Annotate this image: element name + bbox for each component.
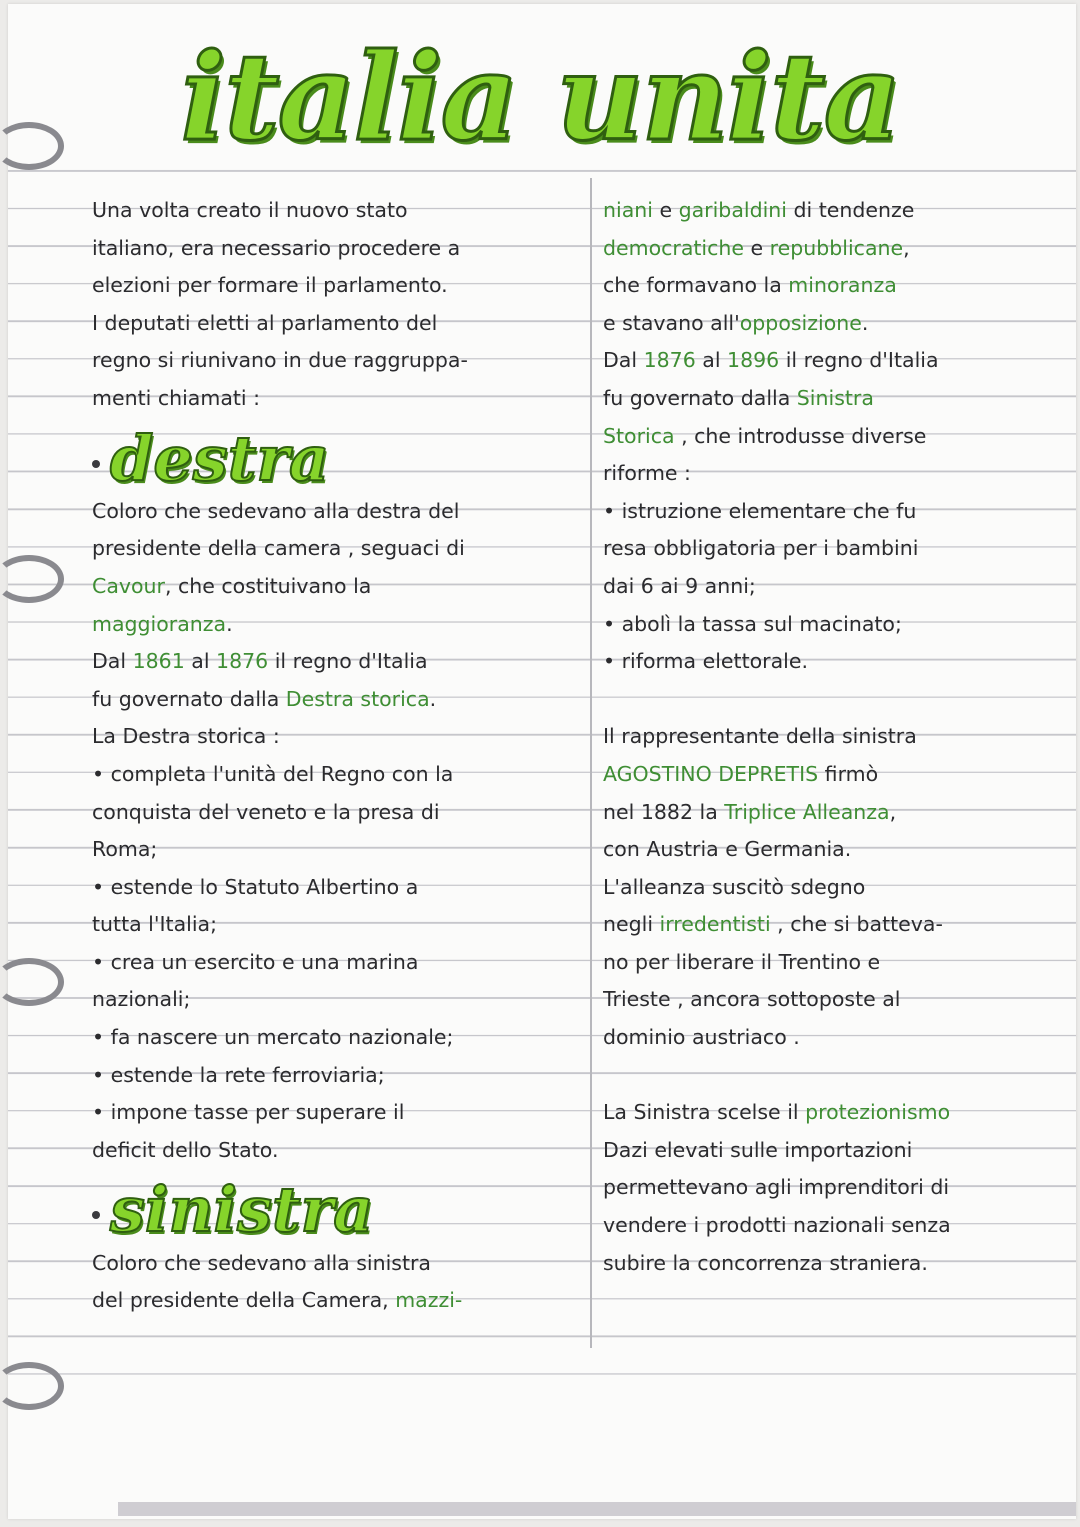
text-segment: Una volta creato il nuovo stato — [92, 198, 408, 222]
text-segment: • impone tasse per superare il — [92, 1100, 405, 1125]
text-segment: , — [889, 799, 897, 824]
bullet-icon — [92, 1211, 100, 1219]
highlighted-term: Storica — [603, 423, 675, 448]
text-segment: , — [903, 235, 910, 260]
text-segment: firmò — [818, 761, 879, 786]
text-line — [92, 944, 587, 982]
section-heading — [92, 418, 587, 493]
highlighted-term: 1876 — [643, 348, 696, 373]
text-line — [603, 756, 1065, 794]
page-title: italia unita — [180, 27, 900, 168]
text-line — [603, 831, 1065, 869]
text-segment: negli — [603, 912, 660, 937]
text-line — [603, 606, 1065, 644]
text-line — [92, 1094, 587, 1132]
text-line — [603, 342, 1065, 380]
text-line — [603, 1245, 1065, 1283]
text-segment: Il rappresentante della sinistra — [603, 724, 917, 749]
text-segment: L'alleanza suscitò sdegno — [603, 874, 866, 899]
text-segment: La Destra storica : — [92, 724, 280, 749]
text-segment: • istruzione elementare che fu — [603, 498, 917, 523]
text-segment: I deputati eletti al parlamento del — [92, 310, 438, 335]
text-segment: , che introdusse diverse — [674, 423, 927, 448]
text-segment: riforme : — [603, 461, 691, 486]
text-segment: Dal — [92, 649, 133, 674]
text-segment: che formavano la — [603, 273, 789, 298]
section-heading-text: sinistra — [110, 1173, 374, 1247]
text-line — [92, 230, 587, 268]
highlighted-term: 1876 — [216, 649, 269, 674]
text-segment: no per liberare il Trentino e — [603, 949, 881, 974]
text-segment: • crea un esercito e una marina — [92, 949, 419, 974]
text-segment: conquista del veneto e la presa di — [92, 799, 440, 824]
text-line — [92, 756, 587, 794]
text-segment: con Austria e Germania. — [603, 837, 852, 862]
text-line — [92, 681, 587, 719]
text-segment: . — [429, 686, 437, 711]
text-line — [92, 568, 587, 606]
text-line — [92, 831, 587, 869]
highlighted-term: Cavour — [92, 573, 165, 598]
text-segment: , che si batteva- — [770, 912, 943, 937]
highlighted-term: mazzi- — [395, 1288, 463, 1313]
text-segment: e — [652, 198, 679, 222]
text-segment: • estende la rete ferroviaria; — [92, 1062, 385, 1087]
highlighted-term: 1861 — [132, 649, 185, 674]
text-segment: il regno d'Italia — [779, 348, 939, 373]
text-line — [603, 1057, 1065, 1095]
text-line — [92, 530, 587, 568]
text-line — [603, 455, 1065, 493]
text-segment: • completa l'unità del Regno con la — [92, 761, 454, 786]
text-line — [92, 718, 587, 756]
text-line — [603, 192, 1065, 230]
text-line — [92, 1019, 587, 1057]
text-segment: Roma; — [92, 837, 158, 862]
text-line — [603, 794, 1065, 832]
text-segment: deficit dello Stato. — [92, 1137, 279, 1162]
section-heading-text: destra — [110, 421, 330, 495]
text-segment: resa obbligatoria per i bambini — [603, 536, 919, 561]
text-segment: Dazi elevati sulle importazioni — [603, 1137, 913, 1162]
highlighted-term: maggioranza — [92, 611, 227, 636]
text-line — [603, 418, 1065, 456]
text-line — [603, 906, 1065, 944]
text-line — [92, 606, 587, 644]
text-line — [92, 267, 587, 305]
highlighted-term: democratiche — [603, 235, 745, 260]
text-line — [603, 1169, 1065, 1207]
text-segment: al — [184, 649, 217, 674]
text-segment: dominio austriaco . — [603, 1025, 800, 1050]
text-line — [603, 568, 1065, 606]
text-line — [603, 869, 1065, 907]
highlighted-term: Destra storica — [285, 686, 430, 711]
text-segment: Coloro che sedevano alla destra del — [92, 498, 460, 523]
text-line — [603, 718, 1065, 756]
highlighted-term: AGOSTINO DEPRETIS — [603, 761, 819, 786]
text-segment: il regno d'Italia — [268, 649, 428, 674]
text-line — [603, 1019, 1065, 1057]
text-segment: permettevano agli imprenditori di — [603, 1175, 950, 1200]
highlighted-term: minoranza — [788, 273, 897, 298]
text-segment: fu governato dalla — [92, 686, 286, 711]
text-segment: del presidente della Camera, — [92, 1288, 396, 1313]
highlighted-term: 1896 — [727, 348, 780, 373]
text-line — [603, 944, 1065, 982]
text-segment: italiano, era necessario procedere a — [92, 235, 461, 260]
highlighted-term: Sinistra — [796, 385, 874, 410]
text-segment: vendere i prodotti nazionali senza — [603, 1213, 951, 1238]
text-line — [92, 869, 587, 907]
text-line — [603, 530, 1065, 568]
text-segment: • estende lo Statuto Albertino a — [92, 874, 419, 899]
column-divider — [590, 178, 592, 1348]
text-segment: di tendenze — [786, 198, 915, 222]
text-segment: elezioni per formare il parlamento. — [92, 273, 448, 298]
text-line — [603, 230, 1065, 268]
text-line — [603, 380, 1065, 418]
text-line — [92, 1245, 587, 1283]
text-segment: nazionali; — [92, 987, 191, 1012]
section-heading — [92, 1169, 587, 1247]
text-line — [603, 643, 1065, 681]
text-segment: menti chiamati : — [92, 385, 261, 410]
text-line — [603, 1207, 1065, 1245]
text-segment: Dal — [603, 348, 644, 373]
text-segment: presidente della camera , seguaci di — [92, 536, 465, 561]
text-segment: Trieste , ancora sottoposte al — [603, 987, 901, 1012]
highlighted-term: garibaldini — [678, 198, 787, 222]
text-line — [92, 981, 587, 1019]
text-segment: . — [226, 611, 233, 636]
text-line — [92, 192, 587, 230]
text-line — [603, 493, 1065, 531]
highlighted-term: niani — [603, 198, 653, 222]
text-segment: • abolì la tassa sul macinato; — [603, 611, 902, 636]
text-segment: fu governato dalla — [603, 385, 797, 410]
text-segment: . — [861, 310, 869, 335]
highlighted-term: repubblicane — [769, 235, 904, 260]
text-segment: dai 6 ai 9 anni; — [603, 573, 756, 598]
text-segment: subire la concorrenza straniera. — [603, 1250, 928, 1275]
text-line — [603, 981, 1065, 1019]
text-segment: tutta l'Italia; — [92, 912, 218, 937]
text-segment: nel 1882 la — [603, 799, 725, 824]
text-line — [92, 1282, 587, 1320]
page-footer-area — [8, 1384, 1076, 1519]
text-segment: al — [695, 348, 728, 373]
text-line — [603, 267, 1065, 305]
text-line — [92, 305, 587, 343]
highlighted-term: opposizione — [739, 310, 862, 335]
text-segment: Coloro che sedevano alla sinistra — [92, 1250, 431, 1275]
text-line — [92, 643, 587, 681]
text-segment: La Sinistra scelse il — [603, 1100, 806, 1125]
text-segment: • riforma elettorale. — [603, 649, 808, 674]
highlighted-term: protezionismo — [805, 1100, 951, 1125]
text-line — [603, 681, 1065, 719]
text-line — [92, 1057, 587, 1095]
highlighted-term: irredentisti — [659, 912, 771, 937]
page-bottom-edge — [118, 1502, 1076, 1516]
text-segment: regno si riunivano in due raggruppa- — [92, 348, 468, 373]
text-segment: • fa nascere un mercato nazionale; — [92, 1025, 454, 1050]
right-column — [603, 192, 1065, 1282]
bullet-icon — [92, 460, 100, 468]
text-segment: , che costituivano la — [164, 573, 372, 598]
highlighted-term: Triplice Alleanza — [724, 799, 890, 824]
left-column — [92, 192, 587, 1320]
text-line — [603, 1094, 1065, 1132]
text-line — [603, 305, 1065, 343]
text-line — [92, 1132, 587, 1170]
text-segment: e — [744, 235, 770, 260]
text-line — [92, 906, 587, 944]
text-line — [92, 493, 587, 531]
text-segment: e stavano all' — [603, 310, 740, 335]
text-line — [92, 380, 587, 418]
text-line — [92, 794, 587, 832]
text-line — [92, 342, 587, 380]
text-line — [603, 1132, 1065, 1170]
